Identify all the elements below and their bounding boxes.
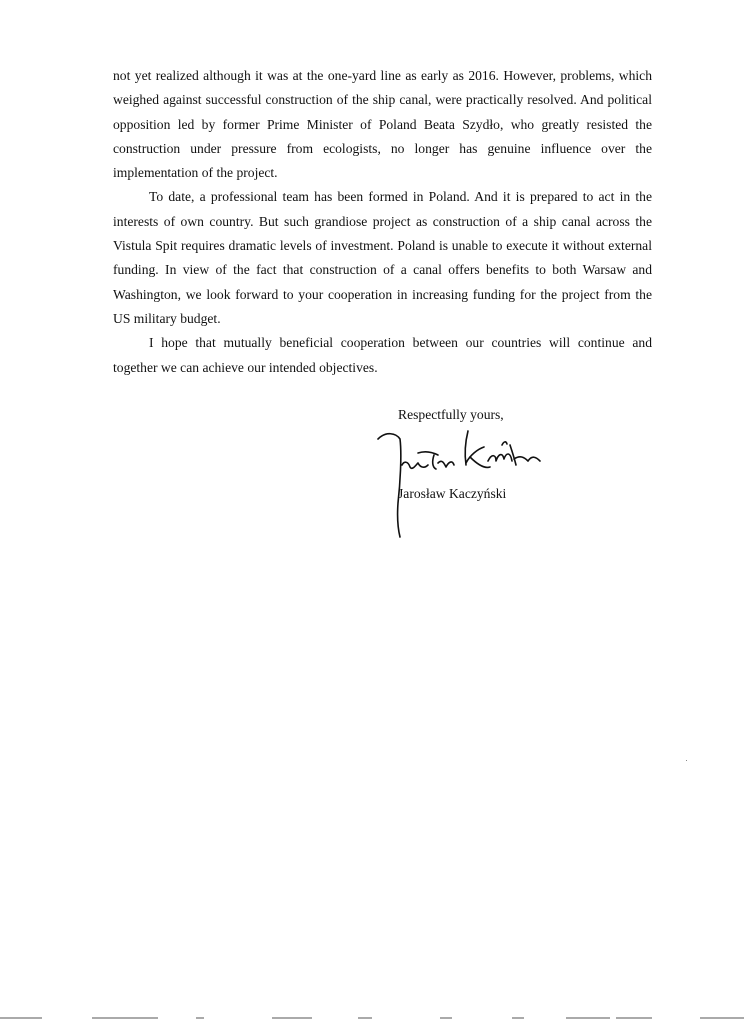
scan-artifact-lines bbox=[0, 1010, 744, 1024]
paragraph-1: not yet realized although it was at the one-yard line as early as 2016. However, problems, which weighed against successful construction of the ship canal, were practically resolved. And political opposition led by former Prime Minister of Poland Beata Szydło, who greatly resisted the construction under pressure from ecologists, no longer has genuine influence over the implementation of the project. bbox=[113, 68, 652, 181]
letter-body bbox=[113, 64, 652, 380]
paragraph-3: I hope that mutually beneficial cooperation between our countries will continue and together we can achieve our intended objectives. bbox=[113, 335, 652, 375]
scan-speck bbox=[686, 760, 687, 761]
paragraph-2: To date, a professional team has been formed in Poland. And it is prepared to act in the interests of own country. But such grandiose project as construction of a ship canal across the Vistula Spit requires dramatic levels of investment. Poland is unable to execute it without external funding. In view of the fact that construction of a canal offers benefits to both Warsaw and Washington, we look forward to your cooperation in increasing funding for the project from the US military budget. bbox=[113, 189, 652, 326]
signer-name: Jarosław Kaczyński bbox=[398, 486, 507, 501]
closing-line: Respectfully yours, bbox=[398, 407, 504, 422]
